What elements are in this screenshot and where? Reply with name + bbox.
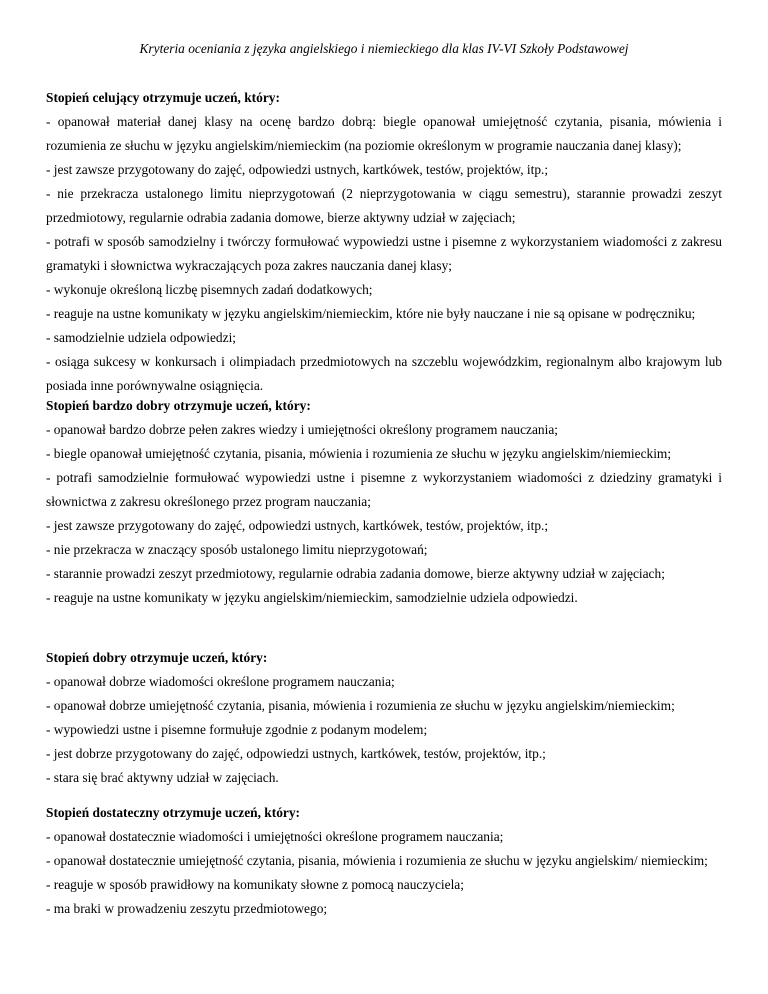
section-title: Stopień dobry otrzymuje uczeń, który: — [46, 650, 268, 665]
criteria-item: - jest zawsze przygotowany do zajęć, odpowiedzi ustnych, kartkówek, testów, projektów, itp.; — [46, 162, 549, 177]
criteria-item: - opanował dostatecznie umiejętność czytania, pisania, mówienia i rozumienia ze słuchu w języku angielskim/ niemieckim; — [46, 853, 708, 868]
criteria-item: - opanował dobrze umiejętność czytania, pisania, mówienia i rozumienia ze słuchu w języku angielskim/niemieckim; — [46, 698, 675, 713]
criteria-item: - nie przekracza ustalonego limitu nieprzygotowań (2 nieprzygotowania w ciągu semestru), starannie prowadzi zeszyt przedmiotowy, regularnie odrabia zadania domowe, bierze aktywny udział w zajęciach; — [46, 186, 722, 225]
criteria-item: - opanował dostatecznie wiadomości i umiejętności określone programem nauczania; — [46, 829, 504, 844]
criteria-item: - stara się brać aktywny udział w zajęciach. — [46, 770, 279, 785]
criteria-item: - wykonuje określoną liczbę pisemnych zadań dodatkowych; — [46, 282, 373, 297]
criteria-item: - jest dobrze przygotowany do zajęć, odpowiedzi ustnych, kartkówek, testów, projektów, itp.; — [46, 746, 546, 761]
criteria-item: - wypowiedzi ustne i pisemne formułuje zgodnie z podanym modelem; — [46, 722, 428, 737]
section-title: Stopień dostateczny otrzymuje uczeń, który: — [46, 805, 301, 820]
criteria-item: - reaguje na ustne komunikaty w języku angielskim/niemieckim, samodzielnie udziela odpowiedzi. — [46, 590, 578, 605]
section-title: Stopień celujący otrzymuje uczeń, który: — [46, 90, 280, 105]
criteria-item: - osiąga sukcesy w konkursach i olimpiadach przedmiotowych na szczeblu wojewódzkim, regionalnym albo krajowym lub posiada inne porównywalne osiągnięcia. — [46, 354, 722, 393]
criteria-item: - nie przekracza w znaczący sposób ustalonego limitu nieprzygotowań; — [46, 542, 428, 557]
section-grade-dobry — [46, 650, 722, 790]
criteria-item: - opanował materiał danej klasy na ocenę bardzo dobrą: biegle opanował umiejętność czytania, pisania, mówienia i rozumienia ze słuchu w języku angielskim/niemieckim (na poziomie określonym w programie nauczania danej klasy); — [46, 114, 722, 153]
criteria-item: - potrafi w sposób samodzielny i twórczy formułować wypowiedzi ustne i pisemne z wykorzystaniem wiadomości z zakresu gramatyki i słownictwa wykraczających poza zakres nauczania danej klasy; — [46, 234, 722, 273]
criteria-item: - opanował bardzo dobrze pełen zakres wiedzy i umiejętności określony programem nauczania; — [46, 422, 558, 437]
section-grade-bardzo-dobry — [46, 398, 722, 610]
criteria-item: - jest zawsze przygotowany do zajęć, odpowiedzi ustnych, kartkówek, testów, projektów, itp.; — [46, 518, 549, 533]
section-grade-dostateczny — [46, 805, 722, 921]
section-grade-celujacy — [46, 90, 722, 398]
criteria-item: - reaguje w sposób prawidłowy na komunikaty słowne z pomocą nauczyciela; — [46, 877, 464, 892]
criteria-item: - reaguje na ustne komunikaty w języku angielskim/niemieckim, które nie były nauczane i nie są opisane w podręczniku; — [46, 306, 696, 321]
criteria-item: - biegle opanował umiejętność czytania, pisania, mówienia i rozumienia ze słuchu w języku angielskim/niemieckim; — [46, 446, 672, 461]
criteria-item: - opanował dobrze wiadomości określone programem nauczania; — [46, 674, 395, 689]
criteria-item: - ma braki w prowadzeniu zeszytu przedmiotowego; — [46, 901, 328, 916]
criteria-item: - samodzielnie udziela odpowiedzi; — [46, 330, 237, 345]
criteria-item: - potrafi samodzielnie formułować wypowiedzi ustne i pisemne z wykorzystaniem wiadomości z dziedziny gramatyki i słownictwa z zakresu określonego przez program nauczania; — [46, 470, 722, 509]
document-header: Kryteria oceniania z języka angielskiego i niemieckiego dla klas IV-VI Szkoły Podstawowej — [139, 41, 629, 56]
section-title: Stopień bardzo dobry otrzymuje uczeń, który: — [46, 398, 311, 413]
criteria-item: - starannie prowadzi zeszyt przedmiotowy, regularnie odrabia zadania domowe, bierze aktywny udział w zajęciach; — [46, 566, 665, 581]
